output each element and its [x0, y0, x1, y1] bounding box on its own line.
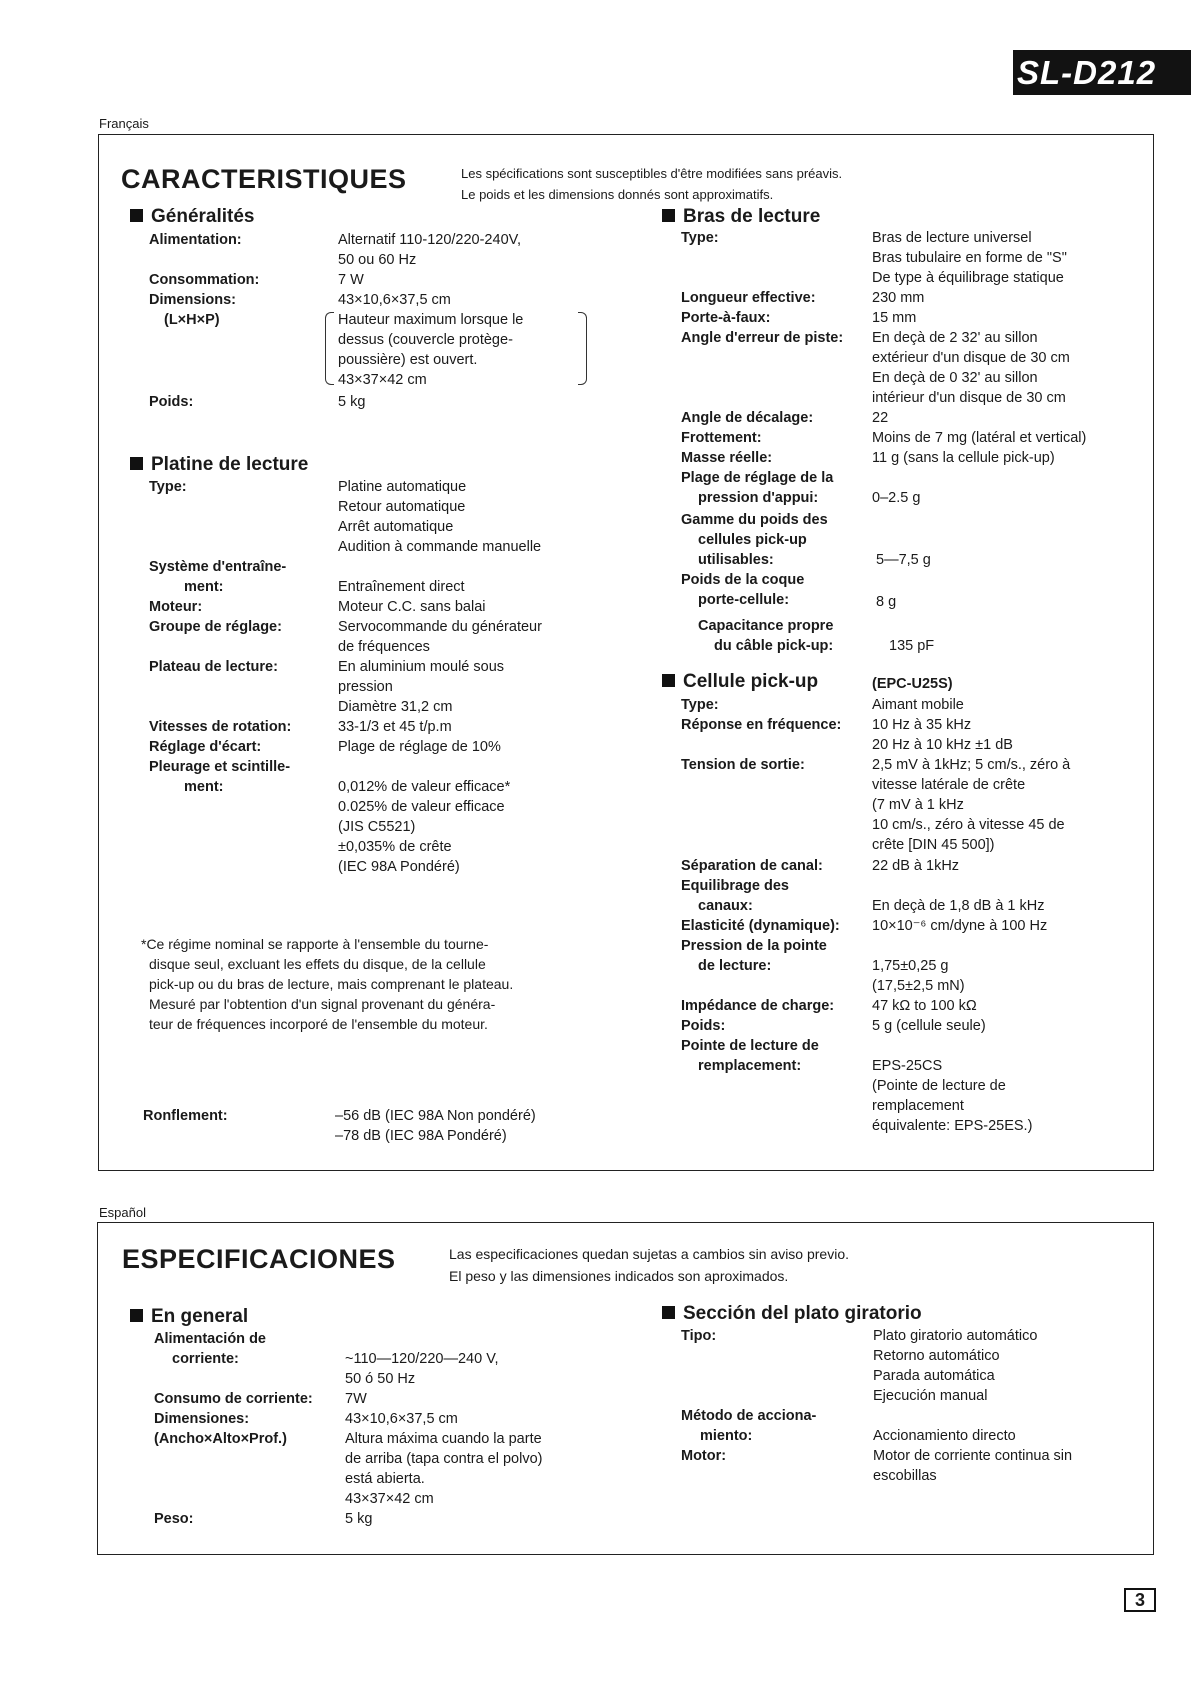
spec-value: está abierta. [345, 1471, 425, 1487]
spec-label: Consumo de corriente: [154, 1391, 313, 1407]
spec-value: (IEC 98A Pondéré) [338, 859, 460, 875]
spec-value: 0–2.5 g [872, 490, 921, 506]
spec-value: (Pointe de lecture de [872, 1078, 1006, 1094]
square-bullet-icon [662, 674, 675, 687]
spec-label: miento: [700, 1428, 753, 1444]
spec-value: Audition à commande manuelle [338, 539, 542, 555]
footnote-line: disque seul, excluant les effets du disque, de la cellule [149, 956, 486, 972]
footnote [141, 934, 581, 1034]
spec-value: En deçà de 2 32' au sillon [872, 330, 1038, 346]
spec-label: Poids de la coque [681, 572, 805, 588]
spec-value: 50 ó 50 Hz [345, 1371, 416, 1387]
spec-value: de arriba (tapa contra el polvo) [345, 1451, 543, 1467]
spec-label: corriente: [172, 1351, 239, 1367]
right-bracket [578, 312, 587, 385]
language-label-spanish: Español [99, 1205, 146, 1220]
spec-value: ~110—120/220—240 V, [345, 1351, 499, 1367]
spec-value: De type à équilibrage statique [872, 270, 1064, 286]
spec-value: 10×10⁻⁶ cm/dyne à 100 Hz [872, 918, 1048, 934]
square-bullet-icon [662, 1306, 675, 1319]
spec-value: Moteur C.C. sans balai [338, 599, 486, 615]
spec-label: Dimensiones: [154, 1411, 250, 1427]
page-title-french: CARACTERISTIQUES [121, 164, 407, 194]
spec-label: Impédance de charge: [681, 998, 835, 1014]
spec-label: Gamme du poids des [681, 512, 828, 528]
footnote-line: *Ce régime nominal se rapporte à l'ensemble du tourne- [141, 936, 489, 952]
spec-value: 10 Hz à 35 kHz [872, 717, 972, 733]
spec-label: Poids: [681, 1018, 726, 1034]
spec-value: 11 g (sans la cellule pick-up) [872, 450, 1055, 466]
page-number: 3 [1124, 1588, 1156, 1612]
spec-label: Dimensions: [149, 292, 237, 308]
spec-value: crête [DIN 45 500]) [872, 837, 995, 853]
spec-value: 43×37×42 cm [338, 372, 427, 388]
spec-label: Porte-à-faux: [681, 310, 771, 326]
spec-label: Vitesses de rotation: [149, 719, 292, 735]
spec-label: Type: [149, 479, 187, 495]
spec-value: Parada automática [873, 1368, 995, 1384]
spec-value: Plage de réglage de 10% [338, 739, 501, 755]
spec-value: 43×37×42 cm [345, 1491, 434, 1507]
spec-value: Altura máxima cuando la parte [345, 1431, 542, 1447]
spec-value: de fréquences [338, 639, 430, 655]
spec-value: (17,5±2,5 mN) [872, 978, 965, 994]
spec-label: Ronflement: [143, 1108, 228, 1124]
spec-label: Capacitance propre [698, 618, 834, 634]
spec-label: Pointe de lecture de [681, 1038, 819, 1054]
page-title-spanish: ESPECIFICACIONES [122, 1244, 396, 1274]
spec-value: 5 kg [338, 394, 366, 410]
note-line-1: Les spécifications sont susceptibles d'être modifiées sans préavis. [461, 166, 843, 181]
note-line-1: Las especificaciones quedan sujetas a cambios sin aviso previo. [449, 1246, 850, 1262]
spec-value: intérieur d'un disque de 30 cm [872, 390, 1066, 406]
spec-label: utilisables: [698, 552, 774, 568]
spec-label: Alimentation: [149, 232, 242, 248]
spec-value: 230 mm [872, 290, 925, 306]
spec-value: Retorno automático [873, 1348, 1000, 1364]
note-line-2: Le poids et les dimensions donnés sont approximatifs. [461, 187, 774, 202]
spec-value: 47 kΩ to 100 kΩ [872, 998, 977, 1014]
square-bullet-icon [130, 209, 143, 222]
spec-value: Accionamiento directo [873, 1428, 1016, 1444]
spec-value: 1,75±0,25 g [872, 958, 949, 974]
spec-value: 43×10,6×37,5 cm [345, 1411, 458, 1427]
cartridge-model: (EPC-U25S) [872, 676, 953, 692]
spec-value: pression [338, 679, 393, 695]
section-heading-text: Bras de lecture [683, 206, 821, 227]
section-heading-platine [130, 454, 308, 476]
square-bullet-icon [662, 209, 675, 222]
spec-value: Bras tubulaire en forme de "S" [872, 250, 1067, 266]
spec-value: 43×10,6×37,5 cm [338, 292, 451, 308]
spec-value: poussière) est ouvert. [338, 352, 478, 368]
spec-label: Plage de réglage de la [681, 470, 834, 486]
spec-label: Tipo: [681, 1328, 717, 1344]
spec-value: –56 dB (IEC 98A Non pondéré) [335, 1108, 536, 1124]
spec-value: Plato giratorio automático [873, 1328, 1038, 1344]
spec-label: Réglage d'écart: [149, 739, 262, 755]
spec-value: 22 dB à 1kHz [872, 858, 960, 874]
spec-label: cellules pick-up [698, 532, 807, 548]
section-heading-bras [662, 206, 820, 228]
section-heading-text: Platine de lecture [151, 454, 309, 475]
spec-value: 0.025% de valeur efficace [338, 799, 505, 815]
spec-value: 5 g (cellule seule) [872, 1018, 986, 1034]
spec-label: Alimentación de [154, 1331, 266, 1347]
spec-value: dessus (couvercle protège- [338, 332, 513, 348]
spec-value: 7W [345, 1391, 367, 1407]
section-heading-text: Généralités [151, 206, 255, 227]
spec-label: du câble pick-up: [714, 638, 834, 654]
spec-label: Pression de la pointe [681, 938, 827, 954]
spec-label: remplacement: [698, 1058, 802, 1074]
spec-label: Type: [681, 230, 719, 246]
section-heading-text: Cellule pick-up [683, 671, 819, 692]
spec-value: Platine automatique [338, 479, 467, 495]
spec-label: Motor: [681, 1448, 727, 1464]
spec-label: Longueur effective: [681, 290, 816, 306]
spec-value: EPS-25CS [872, 1058, 943, 1074]
section-heading-text: En general [151, 1306, 249, 1327]
spec-value: En deçà de 1,8 dB à 1 kHz [872, 898, 1045, 914]
spec-value: Hauteur maximum lorsque le [338, 312, 524, 328]
spec-label: Séparation de canal: [681, 858, 823, 874]
spec-value: 10 cm/s., zéro à vitesse 45 de [872, 817, 1065, 833]
spec-label: ment: [184, 779, 224, 795]
spec-label: Consommation: [149, 272, 260, 288]
spec-label: porte-cellule: [698, 592, 790, 608]
spec-value: En deçà de 0 32' au sillon [872, 370, 1038, 386]
spec-value: 0,012% de valeur efficace* [338, 779, 511, 795]
spec-label: ment: [184, 579, 224, 595]
spec-label: Réponse en fréquence: [681, 717, 842, 733]
spec-label: Angle de décalage: [681, 410, 814, 426]
model-badge: SL-D212 [1013, 50, 1191, 95]
spec-label: Poids: [149, 394, 194, 410]
spec-value: (JIS C5521) [338, 819, 416, 835]
spec-value: (7 mV à 1 kHz [872, 797, 964, 813]
spec-label: (Ancho×Alto×Prof.) [154, 1431, 287, 1447]
spec-label: Angle d'erreur de piste: [681, 330, 844, 346]
spec-value: 20 Hz à 10 kHz ±1 dB [872, 737, 1013, 753]
spec-label: Masse réelle: [681, 450, 773, 466]
spec-value: –78 dB (IEC 98A Pondéré) [335, 1128, 507, 1144]
spec-value: 5—7,5 g [876, 552, 931, 568]
footnote-line: teur de fréquences incorporé de l'ensemble du moteur. [149, 1016, 488, 1032]
spec-label: Plateau de lecture: [149, 659, 278, 675]
section-heading-cellule [662, 671, 818, 693]
square-bullet-icon [130, 1309, 143, 1322]
spec-value: remplacement [872, 1098, 964, 1114]
spec-label: Equilibrage des [681, 878, 789, 894]
spec-value: 22 [872, 410, 889, 426]
spec-label: (L×H×P) [164, 312, 220, 328]
spec-label: Frottement: [681, 430, 762, 446]
spec-value: En aluminium moulé sous [338, 659, 505, 675]
spec-value: Moins de 7 mg (latéral et vertical) [872, 430, 1087, 446]
spec-value: extérieur d'un disque de 30 cm [872, 350, 1070, 366]
spec-label: Groupe de réglage: [149, 619, 282, 635]
section-heading-text: Sección del plato giratorio [683, 1303, 922, 1324]
spec-value: ±0,035% de crête [338, 839, 452, 855]
spec-value: 8 g [876, 594, 897, 610]
spec-value: Entraînement direct [338, 579, 465, 595]
spec-value: 5 kg [345, 1511, 373, 1527]
spec-label: canaux: [698, 898, 753, 914]
spec-value: Alternatif 110-120/220-240V, [338, 232, 521, 248]
spec-value: Aimant mobile [872, 697, 964, 713]
spec-label: Moteur: [149, 599, 203, 615]
spec-value: 15 mm [872, 310, 917, 326]
spec-value: Diamètre 31,2 cm [338, 699, 453, 715]
spec-value: 33-1/3 et 45 t/p.m [338, 719, 452, 735]
spec-label: Método de acciona- [681, 1408, 817, 1424]
spec-label: Peso: [154, 1511, 194, 1527]
spec-label: Pleurage et scintille- [149, 759, 291, 775]
spec-value: escobillas [873, 1468, 937, 1484]
spec-value: Bras de lecture universel [872, 230, 1032, 246]
spec-value: vitesse latérale de crête [872, 777, 1026, 793]
spec-value: 7 W [338, 272, 364, 288]
spec-label: Elasticité (dynamique): [681, 918, 840, 934]
note-line-2: El peso y las dimensiones indicados son aproximados. [449, 1268, 789, 1284]
left-bracket [325, 312, 334, 385]
spec-value: 135 pF [889, 638, 935, 654]
spec-value: Motor de corriente continua sin [873, 1448, 1073, 1464]
spec-label: Type: [681, 697, 719, 713]
footnote-line: Mesuré par l'obtention d'un signal provenant du généra- [149, 996, 496, 1012]
spec-value: 50 ou 60 Hz [338, 252, 417, 268]
square-bullet-icon [130, 457, 143, 470]
section-heading-plato [662, 1303, 922, 1325]
section-heading-generalites [130, 206, 255, 228]
spec-value: Arrêt automatique [338, 519, 454, 535]
spec-value: Servocommande du générateur [338, 619, 542, 635]
spec-value: Ejecución manual [873, 1388, 988, 1404]
section-heading-general [130, 1306, 248, 1328]
spec-value: Retour automatique [338, 499, 466, 515]
spec-value: équivalente: EPS-25ES.) [872, 1118, 1033, 1134]
spec-label: de lecture: [698, 958, 772, 974]
spec-label: pression d'appui: [698, 490, 819, 506]
language-label-french: Français [99, 116, 149, 131]
spec-label: Système d'entraîne- [149, 559, 287, 575]
footnote-line: pick-up ou du bras de lecture, mais comprenant le plateau. [149, 976, 514, 992]
spec-value: 2,5 mV à 1kHz; 5 cm/s., zéro à [872, 757, 1071, 773]
spec-label: Tension de sortie: [681, 757, 805, 773]
